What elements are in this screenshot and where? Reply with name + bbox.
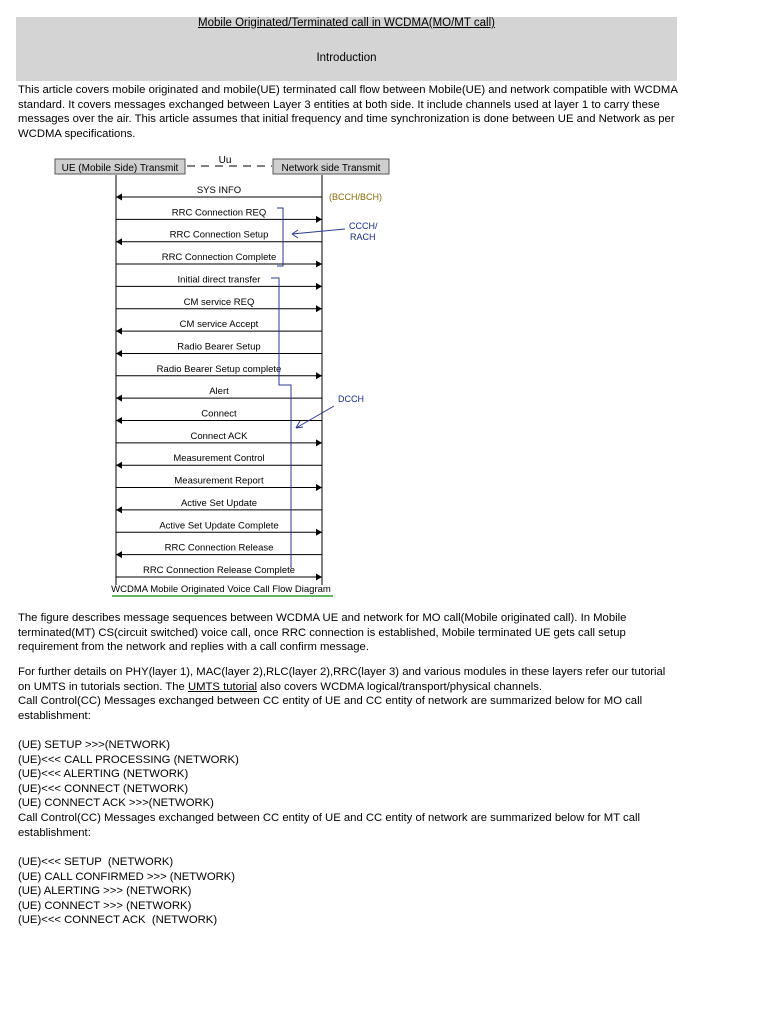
arrowhead [316, 372, 322, 379]
document-title: Mobile Originated/Terminated call in WCDMA(MO/MT call) [198, 17, 495, 29]
message-label: RRC Connection REQ [171, 207, 267, 219]
ccch-pointer-arrow [292, 229, 345, 234]
message-label: RRC Connection Setup [169, 229, 269, 241]
message-label: Measurement Report [174, 475, 264, 487]
mt-message-line: (UE)<<< CONNECT ACK (NETWORK) [18, 914, 218, 927]
arrowhead [116, 350, 122, 357]
message-label: Measurement Control [173, 453, 265, 465]
mo-message-line: (UE) CONNECT ACK >>>(NETWORK) [18, 797, 214, 810]
message-arrow [116, 319, 322, 335]
message-label: RRC Connection Release [164, 542, 274, 554]
further-details-text: For further details on PHY(layer 1), MAC(layer 2),RLC(layer 2),RRC(layer 3) and various modules in these layers refer our tutorial on UMTS in tutorials section. The [18, 666, 666, 693]
ue-label: UE (Mobile Side) Transmit [61, 163, 179, 174]
message-label: Connect ACK [190, 430, 248, 442]
arrowhead [116, 395, 122, 402]
further-details-paragraph [18, 665, 678, 694]
arrowhead [116, 417, 122, 424]
message-label: Active Set Update [180, 497, 258, 509]
message-label: RRC Connection Complete [161, 252, 277, 264]
arrowhead [316, 529, 322, 536]
arrowhead [116, 328, 122, 335]
intro-paragraph: This article covers mobile originated and mobile(UE) terminated call flow between Mobile(UE) and network compatible with WCDMA standard. It covers messages exchanged between Layer 3 entities at both side. It include channels used at layer 1 to carry these messages over the air. This article assumes that initial frequency and time synchronization is done between UE and Network as per WCDMA specifications. [18, 84, 678, 140]
message-label: Alert [209, 386, 229, 398]
mo-call-intro: Call Control(CC) Messages exchanged between CC entity of UE and CC entity of network are summarized below for MO call establishment: [18, 695, 643, 722]
message-arrow [116, 252, 322, 268]
arrowhead [316, 283, 322, 290]
arrowhead [116, 551, 122, 558]
figure-description-paragraph: The figure describes message sequences between WCDMA UE and network for MO call(Mobile originated call). In Mobile terminated(MT) CS(circuit switched) voice call, once RRC connection is established, Mobile terminated UE gets call setup requirement from the network and replies with a call confirm message. [18, 612, 627, 654]
arrowhead [116, 194, 122, 201]
further-details-text-end: also covers WCDMA logical/transport/physical channels. [257, 680, 543, 693]
mt-message-line: (UE)<<< SETUP (NETWORK) [18, 856, 174, 868]
mt-message-line: (UE) ALERTING >>> (NETWORK) [18, 885, 192, 898]
bcch-annotation: (BCCH/BCH) [329, 192, 382, 202]
dcch-pointer-arrow [296, 406, 334, 428]
dcch-annotation: DCCH [338, 394, 364, 404]
mo-message-line: (UE)<<< CALL PROCESSING (NETWORK) [18, 753, 239, 766]
arrowhead [316, 305, 322, 312]
arrowhead [316, 484, 322, 491]
mo-message-line: (UE) SETUP >>>(NETWORK) [18, 739, 171, 751]
message-arrow [116, 341, 322, 357]
diagram-caption: WCDMA Mobile Originated Voice Call Flow Diagram [111, 584, 331, 595]
arrowhead [116, 462, 122, 469]
message-arrow [116, 274, 322, 290]
message-arrow [116, 297, 322, 313]
mo-message-line: (UE)<<< ALERTING (NETWORK) [18, 768, 189, 781]
message-label: SYS INFO [196, 185, 242, 196]
mo-message-line: (UE)<<< CONNECT (NETWORK) [18, 782, 189, 795]
ccch-annotation-line1: CCCH/ [349, 221, 378, 231]
message-arrow [116, 364, 322, 380]
arrowhead [116, 238, 122, 245]
message-arrow [116, 185, 322, 201]
network-label: Network side Transmit [281, 163, 381, 174]
mt-call-intro: Call Control(CC) Messages exchanged between CC entity of UE and CC entity of network are summarized below for MT call establishment: [18, 812, 641, 839]
message-arrow [116, 207, 322, 223]
section-heading-introduction: Introduction [316, 52, 377, 64]
message-label: RRC Connection Release Complete [142, 564, 296, 576]
message-label: Initial direct transfer [177, 274, 261, 286]
arrowhead [316, 439, 322, 446]
message-label: CM service Accept [179, 319, 259, 331]
arrowhead [316, 573, 322, 580]
arrowhead [116, 506, 122, 513]
umts-tutorial-link[interactable]: UMTS tutorial [187, 680, 258, 693]
message-label: Radio Bearer Setup complete [156, 363, 282, 375]
message-label: Active Set Update Complete [159, 520, 279, 532]
arrowhead [316, 216, 322, 223]
message-arrow [116, 230, 322, 246]
message-label: CM service REQ [183, 296, 255, 308]
message-label: Connect [201, 408, 237, 420]
ccch-annotation-line2: RACH [350, 232, 376, 242]
message-label: Radio Bearer Setup [177, 341, 261, 353]
mt-message-line: (UE) CONNECT >>> (NETWORK) [18, 899, 192, 912]
mt-message-line: (UE) CALL CONFIRMED >>> (NETWORK) [18, 870, 236, 883]
uu-label: Uu [218, 155, 232, 166]
ccch-bracket [277, 208, 283, 266]
arrowhead [316, 261, 322, 268]
